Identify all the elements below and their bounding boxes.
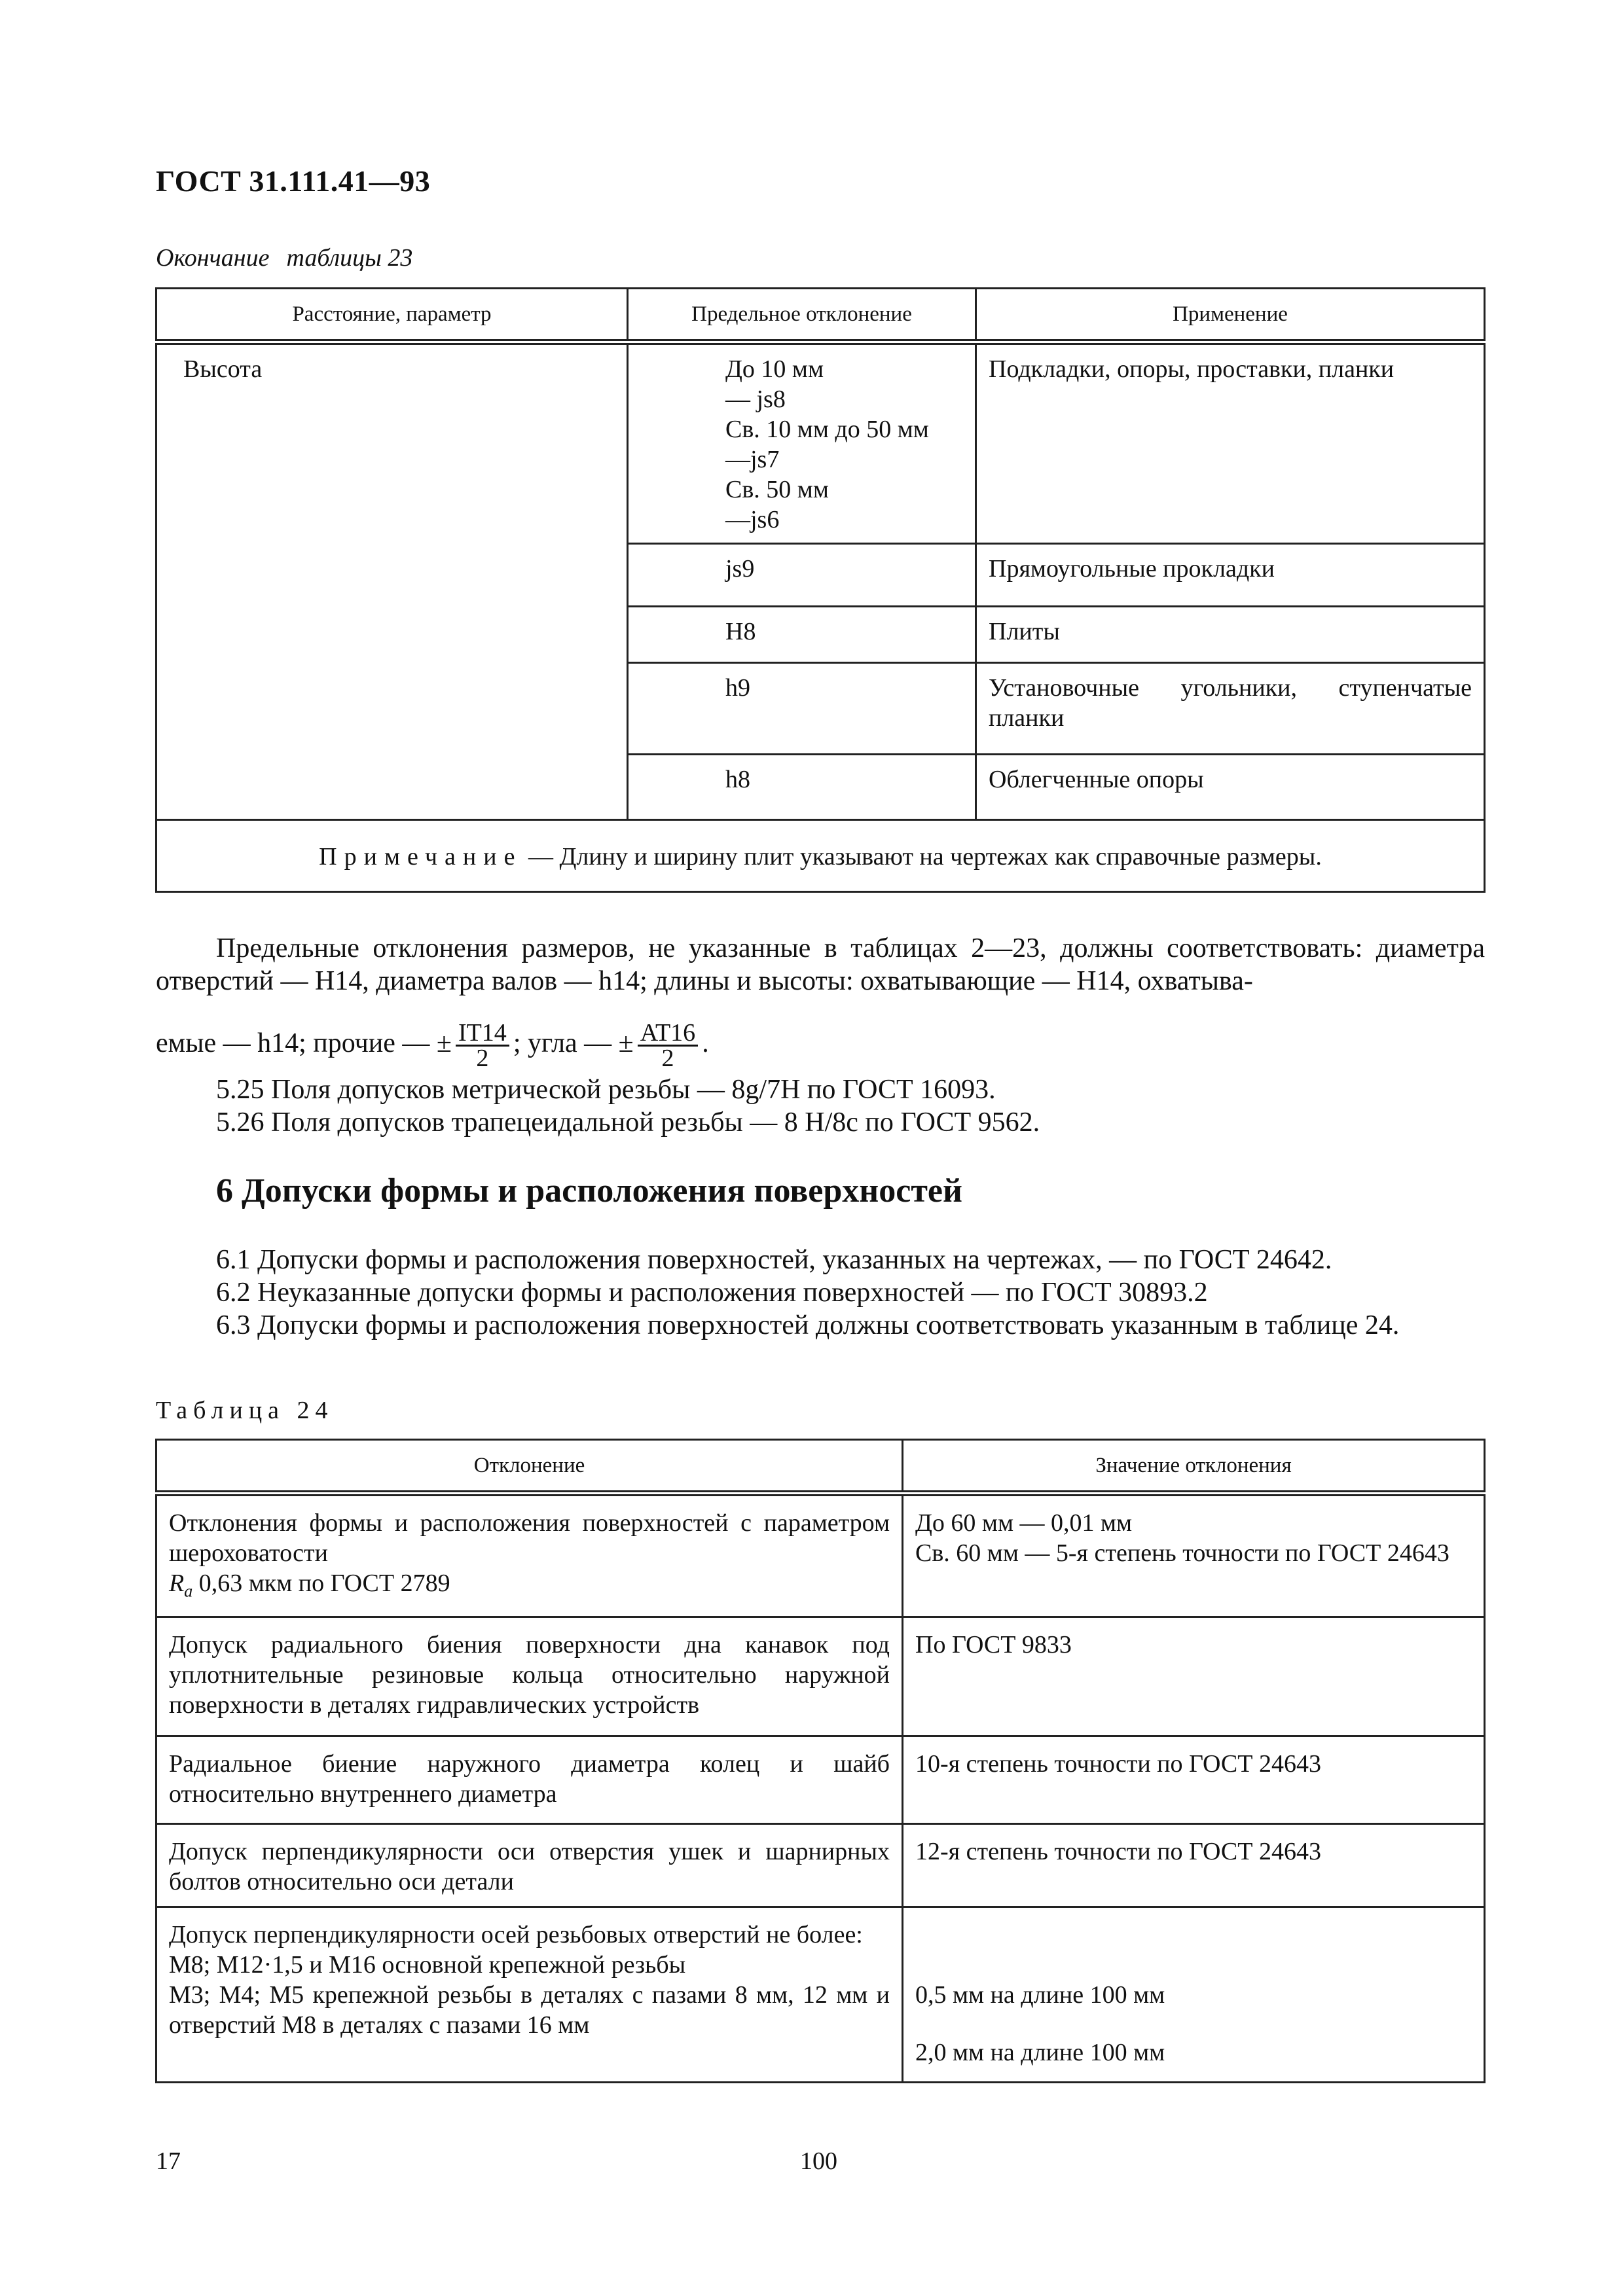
fraction-denominator: 2	[661, 1045, 674, 1072]
application-cell: Прямоугольные прокладки	[976, 544, 1485, 607]
caption-table-ref: таблицы 23	[286, 244, 413, 272]
value-line: Св. 60 мм — 5-я степень точности по ГОСТ 24643	[915, 1539, 1450, 1567]
value-line: 2,0 мм на длине 100 мм	[915, 2038, 1165, 2066]
tolerance-cell: h8	[628, 755, 976, 820]
tolerance-line: —js7	[725, 446, 780, 473]
application-cell: Облегченные опоры	[976, 755, 1485, 820]
document-header: ГОСТ 31.111.41—93	[156, 164, 431, 198]
application-cell: Подкладки, опоры, проставки, планки	[976, 342, 1485, 544]
deviation-cell: Допуск радиального биения поверхности дна канавок под уплотнительные резиновые кольца относительно наружной поверхности в деталях гидравлических устройств	[156, 1617, 903, 1736]
value-line: 0,5 мм на длине 100 мм	[915, 1981, 1165, 2009]
ra-symbol: R	[169, 1570, 185, 1597]
application-cell: Плиты	[976, 607, 1485, 663]
col-header-value: Значение отклонения	[903, 1440, 1485, 1494]
tolerance-line: — js8	[725, 386, 786, 413]
table-continuation-caption	[156, 243, 412, 272]
tolerance-cell	[628, 342, 976, 544]
deviation-cell: Радиальное биение наружного диаметра колец и шайб относительно внутреннего диаметра	[156, 1736, 903, 1823]
col-header-distance: Расстояние, параметр	[156, 289, 628, 342]
paragraph-6-2: 6.2 Неуказанные допуски формы и расположения поверхностей — по ГОСТ 30893.2	[216, 1278, 1208, 1308]
ra-subscript: a	[184, 1581, 193, 1601]
col-header-tolerance: Предельное отклонение	[628, 289, 976, 342]
paragraph-6-3: 6.3 Допуски формы и расположения поверхностей должны соответствовать указанным в таблице 24.	[216, 1310, 1400, 1340]
section-6-title: 6 Допуски формы и расположения поверхностей	[216, 1172, 962, 1210]
value-cell	[903, 1494, 1485, 1617]
value-cell: 10-я степень точности по ГОСТ 24643	[903, 1736, 1485, 1823]
deviation-text: M3; M4; M5 крепежной резьбы в деталях с пазами 8 мм, 12 мм и отверстий M8 в деталях с пазами 16 мм	[169, 1981, 890, 2039]
deviation-text: M8; M12·1,5 и M16 основной крепежной резьбы	[169, 1950, 686, 1979]
value-cell: 12-я степень точности по ГОСТ 24643	[903, 1823, 1485, 1907]
param-height: Высота	[156, 342, 628, 820]
col-header-application: Применение	[976, 289, 1485, 342]
text: ; угла — ±	[513, 1028, 634, 1059]
col-header-deviation: Отклонение	[156, 1440, 903, 1494]
deviation-cell	[156, 1907, 903, 2082]
table-23	[155, 287, 1486, 893]
deviation-text: Отклонения формы и расположения поверхностей с параметром шероховатости	[169, 1509, 890, 1567]
tolerance-line: Св. 50 мм	[725, 476, 829, 503]
deviation-cell: Допуск перпендикулярности оси отверстия ушек и шарнирных болтов относительно оси детали	[156, 1823, 903, 1907]
value-cell	[903, 1907, 1485, 2082]
tolerance-line: До 10 мм	[725, 355, 824, 383]
tolerance-cell: h9	[628, 663, 976, 755]
table-24-caption: Таблица 24	[156, 1397, 334, 1424]
caption-word: Окончание	[156, 244, 270, 272]
tolerance-cell: H8	[628, 607, 976, 663]
deviation-text: Допуск перпендикулярности осей резьбовых отверстий не более:	[169, 1920, 863, 1948]
paragraph-limits-cont	[156, 1021, 1485, 1070]
table-note	[156, 820, 1485, 892]
fraction-numerator: AT16	[638, 1021, 698, 1047]
note-label: Примечание	[319, 842, 522, 870]
table-24	[155, 1439, 1486, 2083]
application-cell: Установочные угольники, ступенчатые планки	[976, 663, 1485, 755]
paragraph-5-26: 5.26 Поля допусков трапецеидальной резьбы — 8 H/8c по ГОСТ 9562.	[216, 1107, 1040, 1138]
fraction-denominator: 2	[476, 1045, 489, 1072]
tolerance-cell: js9	[628, 544, 976, 607]
roughness-line	[169, 1568, 890, 1607]
text: .	[702, 1028, 709, 1059]
footer-left-number: 17	[156, 2147, 181, 2175]
note-text: — Длину и ширину плит указывают на чертежах как справочные размеры.	[522, 842, 1322, 870]
deviation-cell	[156, 1494, 903, 1617]
value-line: До 60 мм — 0,01 мм	[915, 1509, 1133, 1537]
paragraph-limits: Предельные отклонения размеров, не указанные в таблицах 2—23, должны соответствовать: диаметра отверстий — Н14, диаметра валов — h14; длины и высоты: охватывающие — Н14, охватыва-	[156, 933, 1485, 996]
text: емые — h14; прочие — ±	[156, 1028, 452, 1059]
paragraph-6-1: 6.1 Допуски формы и расположения поверхностей, указанных на чертежах, — по ГОСТ 24642.	[216, 1245, 1332, 1275]
value-cell: По ГОСТ 9833	[903, 1617, 1485, 1736]
paragraph-5-25: 5.25 Поля допусков метрической резьбы — 8g/7H по ГОСТ 16093.	[216, 1075, 996, 1105]
fraction-numerator: IT14	[456, 1021, 509, 1047]
tolerance-line: —js6	[725, 506, 780, 533]
fraction-it14	[456, 1021, 509, 1070]
tolerance-line: Св. 10 мм до 50 мм	[725, 416, 929, 443]
ra-text: 0,63 мкм по ГОСТ 2789	[192, 1570, 450, 1597]
page-number: 100	[800, 2147, 837, 2175]
fraction-at16	[638, 1021, 698, 1070]
